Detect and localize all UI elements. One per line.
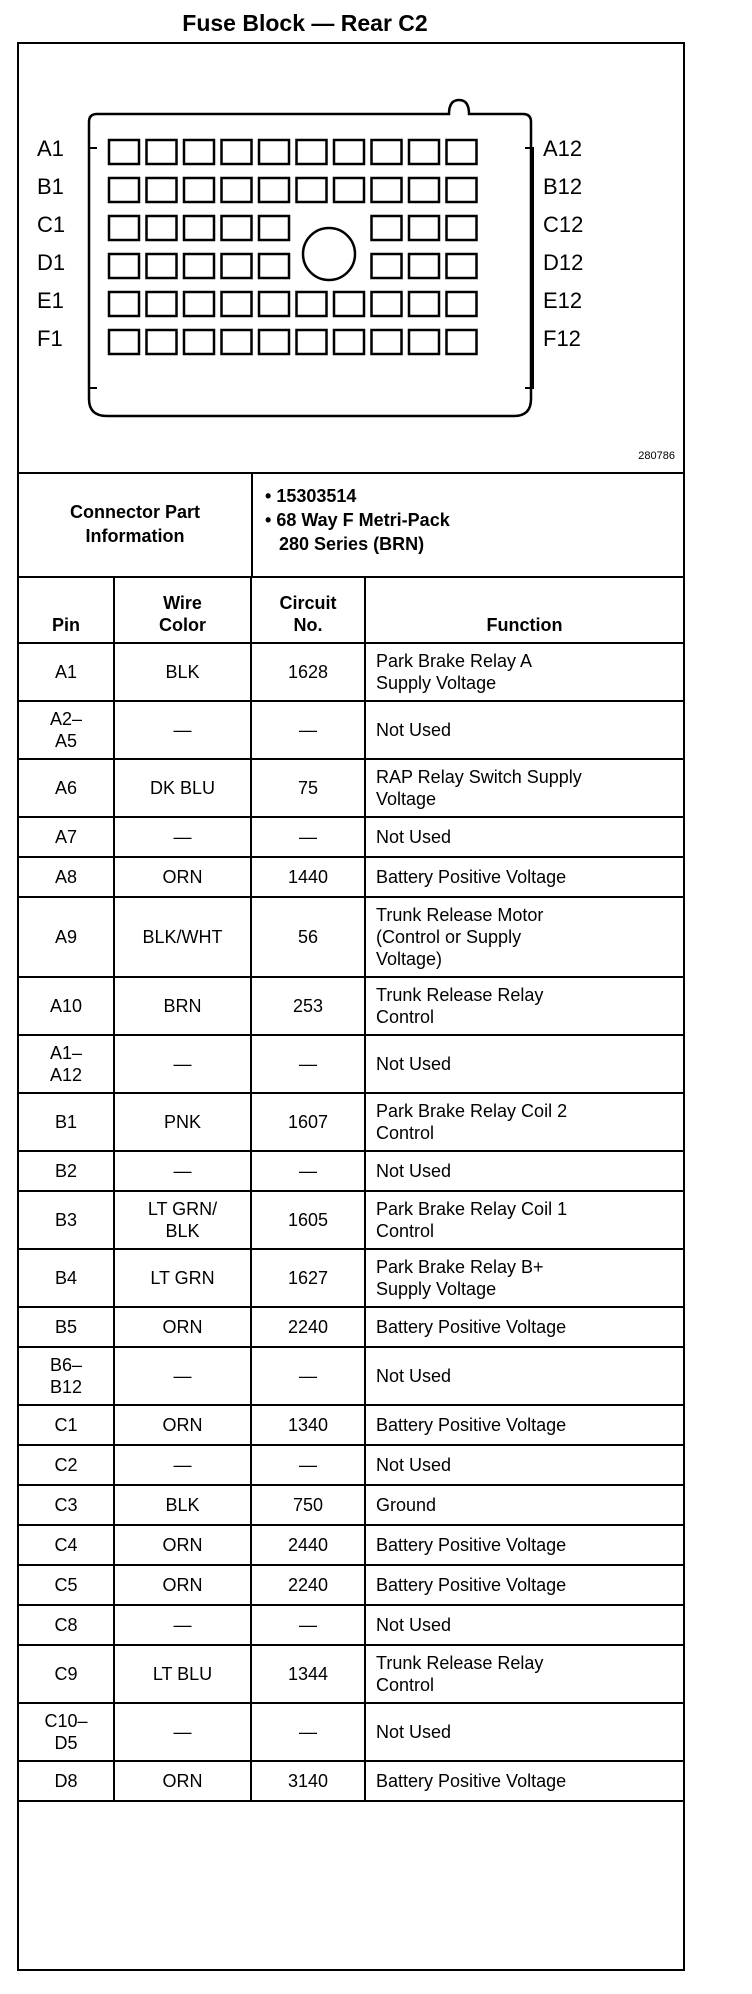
right-pin-label-a12: A12: [543, 136, 583, 161]
pin-cell: A9: [19, 897, 114, 977]
function-cell: Park Brake Relay A Supply Voltage: [365, 643, 683, 701]
pin-cavity: [447, 216, 477, 240]
pin-cavity: [147, 330, 177, 354]
function-cell: Park Brake Relay Coil 2 Control: [365, 1093, 683, 1151]
pin-cavity: [109, 178, 139, 202]
connector-part-info: [19, 472, 683, 578]
table-row: [19, 1249, 683, 1307]
wire-color-cell: BRN: [114, 977, 251, 1035]
circuit-cell: 1628: [251, 643, 365, 701]
connector-label-line2: Information: [85, 526, 185, 546]
circuit-cell: —: [251, 817, 365, 857]
function-cell: RAP Relay Switch Supply Voltage: [365, 759, 683, 817]
function-cell: Ground: [365, 1485, 683, 1525]
circuit-cell: 1344: [251, 1645, 365, 1703]
function-cell: Battery Positive Voltage: [365, 857, 683, 897]
connector-label-line1: Connector Part: [69, 502, 201, 522]
function-cell: Battery Positive Voltage: [365, 1525, 683, 1565]
col-function-header: Function: [365, 576, 683, 643]
circuit-cell: —: [251, 1035, 365, 1093]
table-row: [19, 1565, 683, 1605]
pin-cavity: [409, 216, 439, 240]
pin-cavity: [372, 216, 402, 240]
page-title: Fuse Block — Rear C2: [182, 10, 428, 36]
pin-cavity: [222, 140, 252, 164]
wire-color-cell: —: [114, 1035, 251, 1093]
pin-cavity: [184, 330, 214, 354]
table-row: [19, 857, 683, 897]
wire-color-cell: —: [114, 1703, 251, 1761]
connector-part-details: [265, 484, 450, 556]
function-cell: Park Brake Relay B+ Supply Voltage: [365, 1249, 683, 1307]
pin-cell: A7: [19, 817, 114, 857]
left-pin-label-c1: C1: [37, 212, 66, 237]
wire-color-cell: ORN: [114, 857, 251, 897]
pin-cell: B5: [19, 1307, 114, 1347]
pin-cavity: [447, 178, 477, 202]
function-cell: Not Used: [365, 1445, 683, 1485]
pin-cell: A1: [19, 643, 114, 701]
pin-cell: B3: [19, 1191, 114, 1249]
right-pin-label-e12: E12: [543, 288, 583, 313]
pin-cavity: [447, 330, 477, 354]
circuit-cell: —: [251, 1347, 365, 1405]
pin-cell: C4: [19, 1525, 114, 1565]
circuit-cell: 253: [251, 977, 365, 1035]
center-post: [303, 228, 355, 280]
pin-cell: B4: [19, 1249, 114, 1307]
right-pin-label-d12: D12: [543, 250, 584, 275]
table-row: [19, 1405, 683, 1445]
col-circuit-header: Circuit No.: [251, 576, 365, 643]
pin-cell: A2– A5: [19, 701, 114, 759]
pin-cell: A1– A12: [19, 1035, 114, 1093]
right-pin-label-f12: F12: [543, 326, 581, 351]
pin-cavity: [184, 178, 214, 202]
pin-cavity: [109, 254, 139, 278]
pin-cavity: [184, 216, 214, 240]
pin-cavity: [147, 140, 177, 164]
function-cell: Not Used: [365, 1347, 683, 1405]
wire-color-cell: BLK: [114, 1485, 251, 1525]
circuit-cell: —: [251, 701, 365, 759]
pin-cavity: [259, 140, 289, 164]
pin-cavity: [297, 178, 327, 202]
col-wire-color-header: Wire Color: [114, 576, 251, 643]
pinout-table: [19, 576, 683, 1802]
wire-color-cell: —: [114, 817, 251, 857]
function-cell: Not Used: [365, 1151, 683, 1191]
circuit-cell: 2240: [251, 1307, 365, 1347]
circuit-cell: 2240: [251, 1565, 365, 1605]
pin-cavity: [259, 254, 289, 278]
function-cell: Battery Positive Voltage: [365, 1761, 683, 1801]
pin-cavity: [109, 216, 139, 240]
pin-cavity: [147, 254, 177, 278]
table-row: [19, 1445, 683, 1485]
table-row: [19, 701, 683, 759]
table-row: [19, 1093, 683, 1151]
pin-cell: D8: [19, 1761, 114, 1801]
wire-color-cell: —: [114, 701, 251, 759]
pin-cavity: [297, 140, 327, 164]
circuit-cell: 1440: [251, 857, 365, 897]
connector-desc-line2: 280 Series (BRN): [279, 534, 425, 554]
wire-color-cell: ORN: [114, 1525, 251, 1565]
function-cell: Not Used: [365, 1035, 683, 1093]
pin-cell: C5: [19, 1565, 114, 1605]
pin-cell: B2: [19, 1151, 114, 1191]
pin-cavity: [222, 292, 252, 316]
circuit-cell: 2440: [251, 1525, 365, 1565]
pin-cavity: [259, 330, 289, 354]
pin-cavity: [372, 292, 402, 316]
table-row: [19, 643, 683, 701]
pin-cavity: [409, 330, 439, 354]
pin-cavity: [147, 178, 177, 202]
wire-color-cell: —: [114, 1445, 251, 1485]
table-row: [19, 1645, 683, 1703]
table-row: [19, 1525, 683, 1565]
bullet: •: [265, 510, 277, 530]
left-pin-label-d1: D1: [37, 250, 66, 275]
right-pin-label-c12: C12: [543, 212, 584, 237]
wire-color-cell: —: [114, 1605, 251, 1645]
pinout-frame: [17, 42, 685, 1971]
table-row: [19, 759, 683, 817]
circuit-cell: 1627: [251, 1249, 365, 1307]
circuit-cell: —: [251, 1445, 365, 1485]
table-row: [19, 1307, 683, 1347]
function-cell: Not Used: [365, 817, 683, 857]
pin-cavity: [334, 330, 364, 354]
wire-color-cell: BLK: [114, 643, 251, 701]
pin-cavity: [334, 178, 364, 202]
table-row: [19, 1605, 683, 1645]
pin-cavity: [334, 292, 364, 316]
function-cell: Battery Positive Voltage: [365, 1307, 683, 1347]
left-pin-label-b1: B1: [37, 174, 64, 199]
wire-color-cell: ORN: [114, 1565, 251, 1605]
circuit-cell: —: [251, 1151, 365, 1191]
table-row: [19, 897, 683, 977]
connector-face-drawing: [19, 44, 683, 472]
table-row: [19, 977, 683, 1035]
bullet: •: [265, 486, 277, 506]
pin-cavity: [109, 292, 139, 316]
circuit-cell: 750: [251, 1485, 365, 1525]
circuit-cell: 1607: [251, 1093, 365, 1151]
figure-id: 280786: [638, 450, 675, 462]
circuit-cell: 56: [251, 897, 365, 977]
pin-cell: A6: [19, 759, 114, 817]
table-header-row: [19, 576, 683, 643]
wire-color-cell: ORN: [114, 1307, 251, 1347]
wire-color-cell: PNK: [114, 1093, 251, 1151]
pin-cavity: [409, 178, 439, 202]
pin-cavity: [184, 254, 214, 278]
wire-color-cell: BLK/WHT: [114, 897, 251, 977]
pin-cavity: [447, 292, 477, 316]
table-row: [19, 1035, 683, 1093]
table-row: [19, 1761, 683, 1801]
pin-cavity: [372, 140, 402, 164]
pin-cavity: [184, 140, 214, 164]
pin-cavity: [372, 330, 402, 354]
circuit-cell: 1605: [251, 1191, 365, 1249]
pin-cavity: [109, 140, 139, 164]
pin-cell: C2: [19, 1445, 114, 1485]
wire-color-cell: ORN: [114, 1405, 251, 1445]
pin-cavity: [409, 292, 439, 316]
pin-cavity: [409, 140, 439, 164]
function-cell: Battery Positive Voltage: [365, 1565, 683, 1605]
circuit-cell: —: [251, 1703, 365, 1761]
pin-cavity: [222, 330, 252, 354]
pin-cavity: [372, 254, 402, 278]
pin-cell: A10: [19, 977, 114, 1035]
connector-desc-line1: 68 Way F Metri-Pack: [276, 510, 450, 530]
pin-cavity: [147, 292, 177, 316]
wire-color-cell: LT GRN/ BLK: [114, 1191, 251, 1249]
connector-diagram: [19, 44, 683, 474]
pin-cavity: [409, 254, 439, 278]
function-cell: Trunk Release Relay Control: [365, 977, 683, 1035]
pin-cavities: [109, 140, 477, 354]
pin-cell: B6– B12: [19, 1347, 114, 1405]
pin-cavity: [372, 178, 402, 202]
pin-cavity: [259, 178, 289, 202]
pin-cavity: [447, 254, 477, 278]
pin-cavity: [297, 330, 327, 354]
left-pin-label-e1: E1: [37, 288, 64, 313]
table-row: [19, 817, 683, 857]
table-row: [19, 1347, 683, 1405]
wire-color-cell: ORN: [114, 1761, 251, 1801]
pin-cavity: [109, 330, 139, 354]
part-number: 15303514: [276, 486, 357, 506]
pin-cell: C9: [19, 1645, 114, 1703]
pin-cell: C1: [19, 1405, 114, 1445]
table-row: [19, 1151, 683, 1191]
wire-color-cell: —: [114, 1151, 251, 1191]
function-cell: Not Used: [365, 1703, 683, 1761]
wire-color-cell: LT BLU: [114, 1645, 251, 1703]
function-cell: Battery Positive Voltage: [365, 1405, 683, 1445]
connector-part-label: [19, 472, 253, 576]
pin-cavity: [222, 178, 252, 202]
function-cell: Not Used: [365, 1605, 683, 1645]
right-pin-label-b12: B12: [543, 174, 583, 199]
function-cell: Trunk Release Motor (Control or Supply Voltage): [365, 897, 683, 977]
table-row: [19, 1703, 683, 1761]
pin-cavity: [259, 292, 289, 316]
wire-color-cell: —: [114, 1347, 251, 1405]
function-cell: Trunk Release Relay Control: [365, 1645, 683, 1703]
table-row: [19, 1485, 683, 1525]
left-pin-label-a1: A1: [37, 136, 64, 161]
function-cell: Not Used: [365, 701, 683, 759]
circuit-cell: —: [251, 1605, 365, 1645]
circuit-cell: 75: [251, 759, 365, 817]
pin-cell: A8: [19, 857, 114, 897]
pin-cell: C8: [19, 1605, 114, 1645]
pin-cavity: [297, 292, 327, 316]
pin-cavity: [447, 140, 477, 164]
pin-cell: C10– D5: [19, 1703, 114, 1761]
function-cell: Park Brake Relay Coil 1 Control: [365, 1191, 683, 1249]
circuit-cell: 3140: [251, 1761, 365, 1801]
wire-color-cell: LT GRN: [114, 1249, 251, 1307]
table-row: [19, 1191, 683, 1249]
pin-cavity: [259, 216, 289, 240]
pin-cavity: [147, 216, 177, 240]
pin-cavity: [222, 254, 252, 278]
pin-cell: B1: [19, 1093, 114, 1151]
pin-cavity: [222, 216, 252, 240]
col-pin-header: Pin: [19, 576, 114, 643]
pin-cavity: [184, 292, 214, 316]
circuit-cell: 1340: [251, 1405, 365, 1445]
pin-cavity: [334, 140, 364, 164]
wire-color-cell: DK BLU: [114, 759, 251, 817]
pin-cell: C3: [19, 1485, 114, 1525]
left-pin-label-f1: F1: [37, 326, 63, 351]
